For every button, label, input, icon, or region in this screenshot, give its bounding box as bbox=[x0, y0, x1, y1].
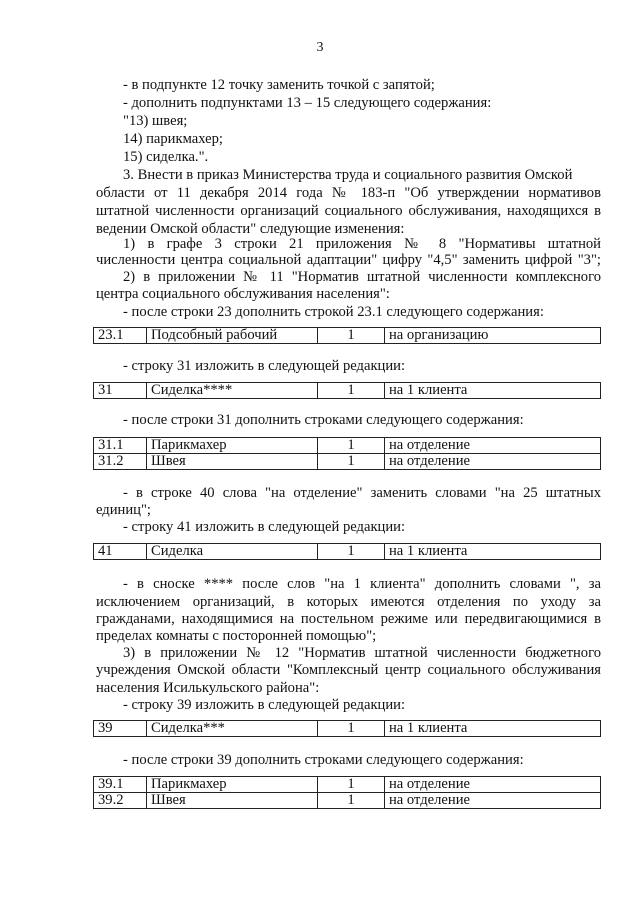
text-line: единиц"; bbox=[96, 502, 151, 518]
text-line: 3. Внести в приказ Министерства труда и социального развития Омской bbox=[123, 167, 573, 183]
text-line: "13) швея; bbox=[123, 113, 188, 129]
table-cell: 1 bbox=[318, 721, 385, 737]
table-row bbox=[94, 777, 601, 793]
table-cell: 31 bbox=[94, 383, 147, 399]
text-line: - после строки 23 дополнить строкой 23.1 следующего содержания: bbox=[123, 304, 544, 320]
text-line: - после строки 39 дополнить строками следующего содержания: bbox=[123, 752, 524, 768]
table-cell: Швея bbox=[147, 793, 318, 809]
table-cell: 1 bbox=[318, 454, 385, 470]
text-line: - строку 41 изложить в следующей редакции: bbox=[123, 519, 406, 535]
table-cell: на 1 клиента bbox=[385, 544, 601, 560]
text-line: - строку 31 изложить в следующей редакции: bbox=[123, 358, 406, 374]
table-cell: на отделение bbox=[385, 454, 601, 470]
table-cell: 1 bbox=[318, 544, 385, 560]
text-line: - в сноске **** после слов "на 1 клиента" дополнить словами ", за bbox=[123, 576, 601, 592]
table-cell: Швея bbox=[147, 454, 318, 470]
text-line: - в подпункте 12 точку заменить точкой с запятой; bbox=[123, 77, 435, 93]
table-cell: Подсобный рабочий bbox=[147, 328, 318, 344]
table-row bbox=[94, 438, 601, 454]
text-line: ведении Омской области" следующие изменения: bbox=[96, 221, 405, 237]
table-cell: 1 bbox=[318, 438, 385, 454]
table-cell: 31.2 bbox=[94, 454, 147, 470]
table-cell: Сиделка*** bbox=[147, 721, 318, 737]
table-cell: 1 bbox=[318, 328, 385, 344]
table-row bbox=[94, 454, 601, 470]
table-cell: 1 bbox=[318, 793, 385, 809]
table-cell: Парикмахер bbox=[147, 777, 318, 793]
table-row bbox=[94, 383, 601, 399]
text-line: - в строке 40 слова "на отделение" заменить словами "на 25 штатных bbox=[123, 485, 601, 501]
table-cell: 39.2 bbox=[94, 793, 147, 809]
table-row-23-1 bbox=[93, 327, 601, 344]
table-rows-39-1-39-2 bbox=[93, 776, 601, 809]
table-row bbox=[94, 544, 601, 560]
text-line: центра социального обслуживания населения": bbox=[96, 286, 390, 302]
text-line: пределах комнаты с посторонней помощью"; bbox=[96, 628, 377, 644]
table-cell: на отделение bbox=[385, 438, 601, 454]
table-cell: 1 bbox=[318, 383, 385, 399]
text-line: - после строки 31 дополнить строками следующего содержания: bbox=[123, 412, 524, 428]
table-cell: 39 bbox=[94, 721, 147, 737]
text-line: населения Исилькульского района": bbox=[96, 680, 320, 696]
table-row-39 bbox=[93, 720, 601, 737]
table-row bbox=[94, 793, 601, 809]
text-line: численности центра социальной адаптации" цифру "4,5" заменить цифрой "3"; bbox=[96, 252, 601, 268]
table-cell: Парикмахер bbox=[147, 438, 318, 454]
table-rows-31-1-31-2 bbox=[93, 437, 601, 470]
text-line: области от 11 декабря 2014 года № 183-п "Об утверждении нормативов bbox=[96, 185, 601, 201]
text-line: исключением организаций, в которых имеются отделения по уходу за bbox=[96, 594, 601, 610]
table-cell: на организацию bbox=[385, 328, 601, 344]
text-line: - строку 39 изложить в следующей редакции: bbox=[123, 697, 406, 713]
table-cell: на 1 клиента bbox=[385, 721, 601, 737]
table-cell: 23.1 bbox=[94, 328, 147, 344]
text-line: гражданами, находящимися на постельном режиме или передвигающимися в bbox=[96, 611, 601, 627]
table-row bbox=[94, 328, 601, 344]
text-line: - дополнить подпунктами 13 – 15 следующего содержания: bbox=[123, 95, 492, 111]
text-line: 14) парикмахер; bbox=[123, 131, 223, 147]
table-cell: Сиделка bbox=[147, 544, 318, 560]
text-line: 15) сиделка.". bbox=[123, 149, 209, 165]
table-row bbox=[94, 721, 601, 737]
table-cell: 41 bbox=[94, 544, 147, 560]
text-line: 2) в приложении № 11 "Норматив штатной численности комплексного bbox=[123, 269, 601, 285]
table-cell: на 1 клиента bbox=[385, 383, 601, 399]
table-cell: 31.1 bbox=[94, 438, 147, 454]
page-number: 3 bbox=[316, 40, 324, 55]
text-line: учреждения Омской области "Комплексный центр социального обслуживания bbox=[96, 662, 601, 678]
table-cell: 1 bbox=[318, 777, 385, 793]
table-cell: 39.1 bbox=[94, 777, 147, 793]
table-row-31 bbox=[93, 382, 601, 399]
text-line: штатной численности организаций социального обслуживания, находящихся в bbox=[96, 203, 601, 219]
text-line: 1) в графе 3 строки 21 приложения № 8 "Нормативы штатной bbox=[123, 236, 601, 252]
table-cell: на отделение bbox=[385, 777, 601, 793]
text-line: 3) в приложении № 12 "Норматив штатной численности бюджетного bbox=[123, 645, 601, 661]
table-cell: Сиделка**** bbox=[147, 383, 318, 399]
table-cell: на отделение bbox=[385, 793, 601, 809]
table-row-41 bbox=[93, 543, 601, 560]
